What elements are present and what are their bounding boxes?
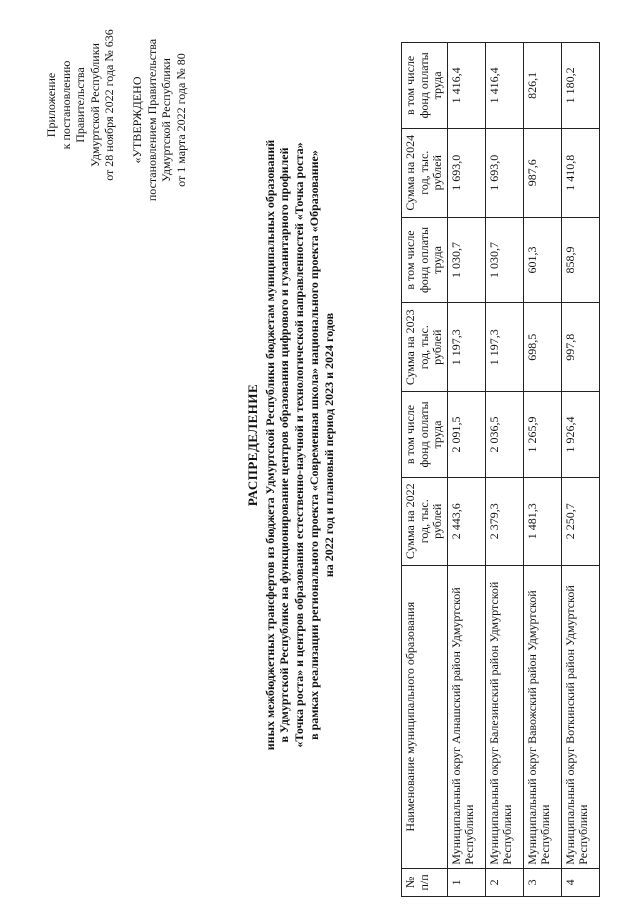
municipality-name: Муниципальный округ Вавожский район Удмуртской Республики	[523, 565, 561, 868]
sum-2023: 698,5	[523, 303, 561, 392]
header-cell-payroll-2023: в том числе фонд оплаты труда	[402, 217, 448, 303]
sum-2024: 987,6	[523, 128, 561, 217]
approval-line: постановлением Правительства	[144, 38, 159, 202]
payroll-2023: 1 030,7	[447, 217, 485, 303]
header-cell-number: № п/п	[402, 868, 448, 896]
sum-2024: 1 693,0	[447, 128, 485, 217]
payroll-2022: 1 265,9	[523, 392, 561, 478]
heading-line: «Точка роста» и центров образования естественно-научной и технологической направленностей «Точка роста»	[292, 142, 307, 748]
row-number: 4	[561, 868, 599, 896]
header-cell-sum-2024: Сумма на 2024 год, тыс. рублей	[402, 128, 448, 217]
row-number: 2	[485, 868, 523, 896]
header-cell-sum-2022: Сумма на 2022 год, тыс. рублей	[402, 477, 448, 565]
table-row	[561, 43, 599, 897]
municipality-name: Муниципальный округ Воткинский район Удмуртской Республики	[561, 565, 599, 868]
document-heading	[246, 45, 336, 845]
approval-block	[130, 35, 188, 205]
payroll-2022: 2 091,5	[447, 392, 485, 478]
payroll-2023: 601,3	[523, 217, 561, 303]
payroll-2024: 1 416,4	[485, 43, 523, 129]
heading-line: в Удмуртской Республике на функционирование центров образования цифрового и гуманитарного профилей	[277, 147, 292, 743]
approval-line: Удмуртской Республики	[159, 58, 173, 182]
payroll-2022: 1 926,4	[561, 392, 599, 478]
heading-line: на 2022 год и плановый период 2023 и 2024 годов	[321, 312, 336, 578]
header-cell-payroll-2024: в том числе фонд оплаты труда	[402, 43, 448, 129]
payroll-2023: 858,9	[561, 217, 599, 303]
header-cell-name: Наименование муниципального образования	[402, 565, 448, 868]
appendix-line: от 28 ноября 2022 года № 636	[102, 29, 116, 181]
table-row	[485, 43, 523, 897]
sum-2024: 1 410,8	[561, 128, 599, 217]
row-number: 3	[523, 868, 561, 896]
municipality-name: Муниципальный округ Алнашский район Удмуртской Республики	[447, 565, 485, 868]
sum-2023: 1 197,3	[485, 303, 523, 392]
header-cell-payroll-2022: в том числе фонд оплаты труда	[402, 392, 448, 478]
appendix-line: Удмуртской Республики	[87, 43, 102, 167]
payroll-2022: 2 036,5	[485, 392, 523, 478]
distribution-table	[401, 42, 600, 897]
payroll-2024: 1 180,2	[561, 43, 599, 129]
sum-2022: 2 250,7	[561, 477, 599, 565]
table-row	[523, 43, 561, 897]
heading-line: иных межбюджетных трансфертов из бюджета Удмуртской Республики бюджетам муниципальных образований	[262, 139, 277, 751]
municipality-name: Муниципальный округ Балезинский район Удмуртской Республики	[485, 565, 523, 868]
table-header-row	[402, 43, 448, 897]
payroll-2023: 1 030,7	[485, 217, 523, 303]
sum-2024: 1 693,0	[485, 128, 523, 217]
table-row	[447, 43, 485, 897]
sum-2023: 1 197,3	[447, 303, 485, 392]
payroll-2024: 1 416,4	[447, 43, 485, 129]
row-number: 1	[447, 868, 485, 896]
appendix-block	[44, 25, 117, 185]
heading-line: в рамках реализации регионального проекта «Современная школа» национального проекта «Образование»	[306, 150, 321, 740]
heading-title: РАСПРЕДЕЛЕНИЕ	[245, 383, 260, 507]
sum-2022: 1 481,3	[523, 477, 561, 565]
sum-2023: 997,8	[561, 303, 599, 392]
payroll-2024: 826,1	[523, 43, 561, 129]
appendix-line: к постановлению Правительства	[58, 60, 87, 150]
sum-2022: 2 443,6	[447, 477, 485, 565]
approval-line: от 1 марта 2022 года № 80	[173, 53, 188, 187]
approval-title: «УТВЕРЖДЕНО	[130, 76, 144, 164]
sum-2022: 2 379,3	[485, 477, 523, 565]
appendix-line: Приложение	[44, 72, 58, 138]
header-cell-sum-2023: Сумма на 2023 год, тыс. рублей	[402, 303, 448, 392]
